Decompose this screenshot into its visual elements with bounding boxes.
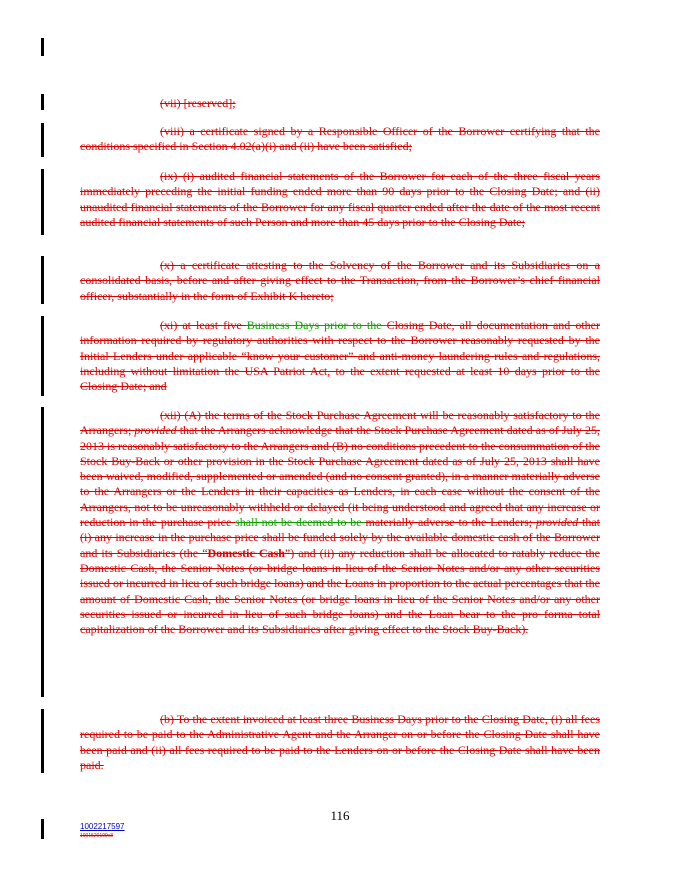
change-bar [41, 709, 44, 773]
paragraph-x-text: (x) a certificate attesting to the Solvency of the Borrower and its Subsidiaries on a consolidated basis, before and after giving effect to the Transaction, from the Borrower’s chief financial officer, substantially in the form of Exhibit K hereto; [80, 258, 600, 303]
paragraph-xi-text-c: Closing Date, all documentation and other information required by regulatory authorities with respect to the Borrower reasonably requested by the Initial Lenders under applicable “know your customer” and anti-money laundering rules and regulations, including without limitation the USA Patriot Act, to the extent requested at least 10 days prior to the Closing Date; and [80, 318, 600, 394]
paragraph-b-text: (b) To the extent invoiced at least three Business Days prior to the Closing Date, (i) all fees required to be paid to the Administrative Agent and the Arranger on or before the Closing Date shall have been paid and (ii) all fees required to be paid to the Lenders on or before the Closing Date shall have been paid. [80, 712, 600, 772]
paragraph-xii-text-c: materially adverse to the Lenders; [365, 515, 536, 530]
footer-document-id: 1002217597 [80, 822, 125, 831]
paragraph-xii-inserted-text: shall not be deemed to be [235, 515, 366, 530]
paragraph-xii-text-d: that (i) any increase in the purchase price shall be funded solely by the available domestic cash of the Borrower and its Subsidiaries (the “ [80, 515, 601, 560]
paragraph-b [80, 712, 600, 773]
paragraph-xi-inserted-text: Business Days prior to the [246, 318, 387, 332]
change-bar [41, 38, 44, 56]
page-number: 116 [330, 808, 350, 823]
paragraph-x [80, 258, 600, 304]
paragraph-xii-text-b: that the Arrangers acknowledge that the Stock Purchase Agreement dated as of July 25, 2013 is reasonably satisfactory to the Arrangers and (B) no conditions precedent to the consummation of the Stock Buy-Back or other provision in the Stock Purchase Agreement dated as of July 25, 2013 shall have been waived, modified, supplemented or amended (and no consent granted), in a manner materially adverse to the Arrangers or the Lenders in their capacities as Lenders, in each case without the consent of the Arrangers, not to be unreasonably withheld or delayed (it being understood and agreed that any increase or reduction in the purchase price [80, 423, 601, 530]
paragraph-xii-provided-2: provided [535, 515, 579, 530]
change-bar [41, 123, 44, 157]
paragraph-xii-text-a: (xii) (A) the terms of the Stock Purchase Agreement will be reasonably satisfactory to the Arrangers; [80, 408, 600, 438]
footer-document-id-deleted: 1001520109v3 [80, 833, 114, 839]
paragraph-xi-text-a: (xi) at least five [160, 318, 247, 332]
paragraph-xi [80, 318, 600, 394]
paragraph-vii-text: (vii) [reserved]; [160, 96, 236, 110]
paragraph-xii-text-e: ”) and (ii) any reduction shall be allocated to ratably reduce the Domestic Cash, the Senior Notes (or bridge loans in lieu of the Senior Notes and/or any other securities issued or incurred in lieu of such bridge loans) and the Loans in proportion to the actual percentages that the amount of Domestic Cash, the Senior Notes (or bridge loans in lieu of the Senior Notes and/or any other securities issued or incurred in lieu of such bridge loans) and the Loan bear to the pro forma total capitalization of the Borrower and its Subsidiaries after giving effect to the Stock Buy-Back). [80, 545, 600, 637]
paragraph-ix-text: (ix) (i) audited financial statements of the Borrower for each of the three fiscal years immediately preceding the initial funding ended more than 90 days prior to the Closing Date; and (ii) unaudited financial statements of the Borrower for any fiscal quarter ended after the date of the most recent audited financial statements of such Person and more than 45 days prior to the Closing Date; [80, 169, 600, 229]
change-bar [41, 407, 44, 697]
paragraph-xii [80, 408, 600, 637]
change-bar [41, 169, 44, 235]
paragraph-ix [80, 169, 600, 230]
paragraph-viii-text: (viii) a certificate signed by a Responsible Officer of the Borrower certifying that the conditions specified in Section 4.02(a)(i) and (ii) have been satisfied; [80, 124, 600, 154]
paragraph-vii [80, 96, 600, 111]
paragraph-viii [80, 124, 600, 155]
change-bar [41, 256, 44, 304]
change-bar [41, 316, 44, 396]
change-bar [41, 94, 44, 110]
paragraph-xii-provided-1: provided [134, 423, 177, 438]
paragraph-xii-defined-term: Domestic Cash [207, 545, 285, 560]
